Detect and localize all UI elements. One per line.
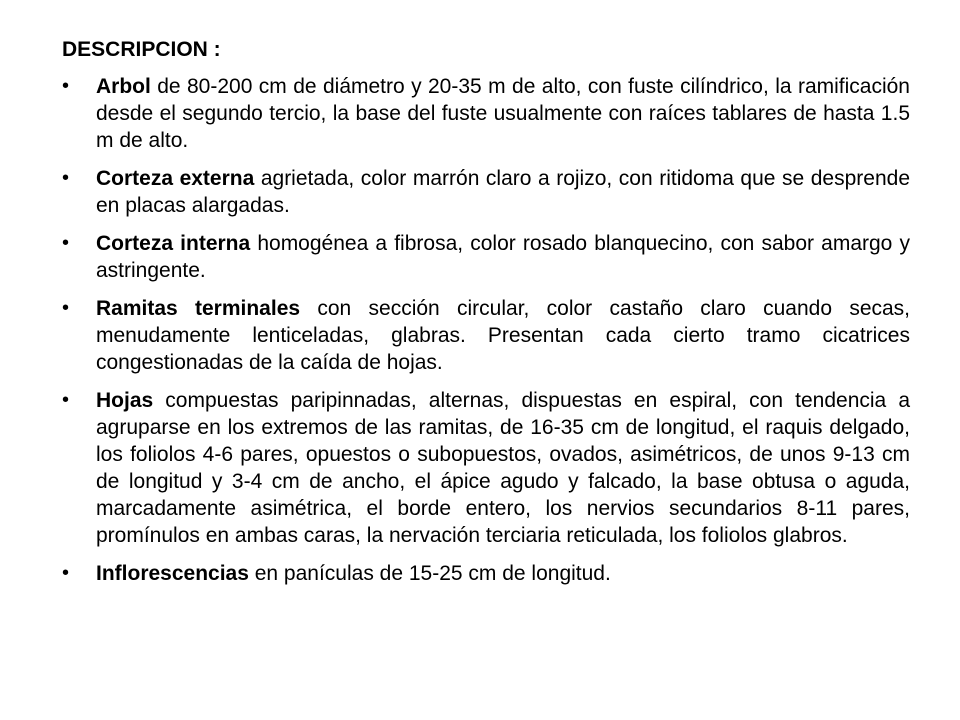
item-term: Corteza interna <box>96 232 251 255</box>
item-term: Corteza externa <box>96 167 255 190</box>
item-term: Hojas <box>96 389 154 412</box>
item-text: homogénea a fibrosa, color rosado blanquecino, con sabor amargo y astringente. <box>96 232 911 282</box>
item-term: Inflorescencias <box>96 562 249 585</box>
section-heading: DESCRIPCION : <box>62 38 221 61</box>
item-term: Arbol <box>96 75 151 98</box>
item-text: agrietada, color marrón claro a rojizo, con ritidoma que se desprende en placas alargadas. <box>96 167 911 217</box>
bullet-icon: • <box>62 389 70 411</box>
item-text: en panículas de 15-25 cm de longitud. <box>248 562 611 585</box>
list-item-hojas <box>62 387 910 549</box>
item-text: de 80-200 cm de diámetro y 20-35 m de alto, con fuste cilíndrico, la ramificación desde el segundo tercio, la base del fuste usualmente con raíces tablares de hasta 1.5 m de alto. <box>96 75 910 152</box>
bullet-icon: • <box>62 232 70 254</box>
bullet-icon: • <box>62 75 70 97</box>
list-item-corteza-interna <box>62 230 910 284</box>
bullet-icon: • <box>62 562 70 584</box>
slide-content <box>62 36 910 598</box>
list-item-ramitas-terminales <box>62 295 910 376</box>
item-term: Ramitas terminales <box>96 297 301 320</box>
list-item-corteza-externa <box>62 165 910 219</box>
bullet-icon: • <box>62 297 70 319</box>
item-text: con sección circular, color castaño claro cuando secas, menudamente lenticeladas, glabras. Presentan cada cierto tramo cicatrices congestionadas de la caída de hojas. <box>96 297 911 374</box>
bullet-icon: • <box>62 167 70 189</box>
list-item-inflorescencias <box>62 560 910 587</box>
list-item-arbol <box>62 73 910 154</box>
description-list <box>62 73 910 587</box>
item-text: compuestas paripinnadas, alternas, dispuestas en espiral, con tendencia a agruparse en los extremos de las ramitas, de 16-35 cm de longitud, el raquis delgado, los foliolos 4-6 pares, opuestos o subopuestos, ovados, asimétricos, de unos 9-13 cm de longitud y 3-4 cm de ancho, el ápice agudo y falcado, la base obtusa o aguda, marcadamente asimétrica, el borde entero, los nervios secundarios 8-11 pares, promínulos en ambas caras, la nervación terciaria reticulada, los foliolos glabros. <box>96 389 910 547</box>
